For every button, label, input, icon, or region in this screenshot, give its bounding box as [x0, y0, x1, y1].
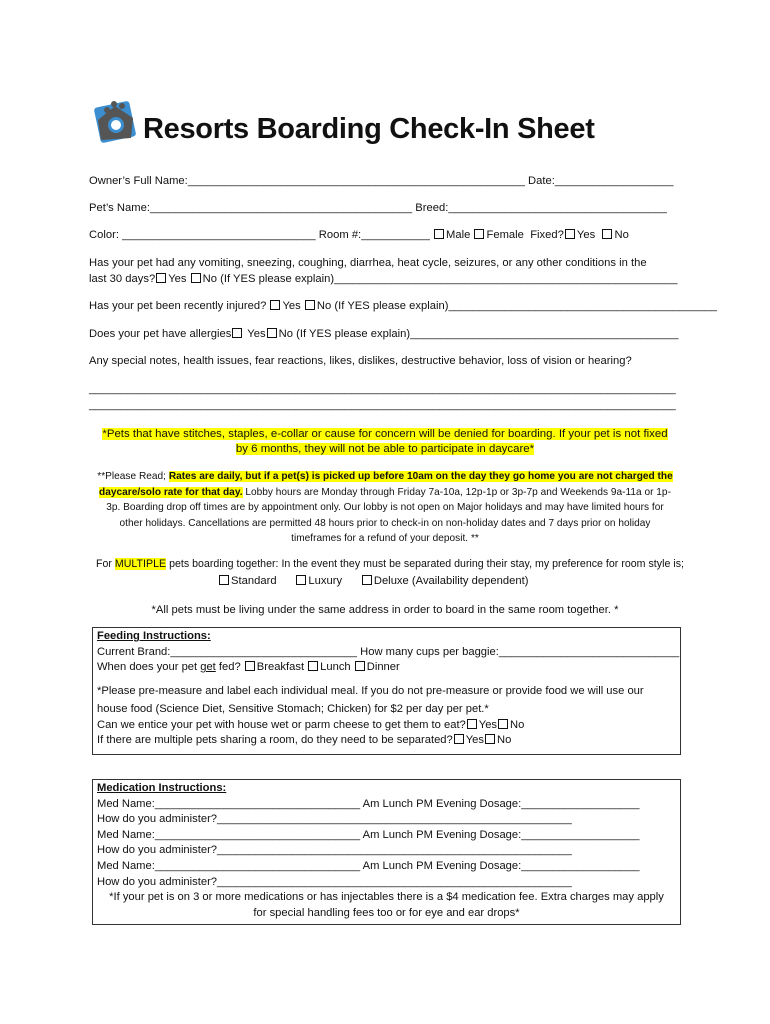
rates-policy — [80, 469, 690, 547]
fixed-yes-checkbox[interactable] — [565, 229, 575, 239]
male-checkbox[interactable] — [434, 229, 444, 239]
room-style-options — [218, 574, 529, 589]
color-field[interactable]: _______________________________ — [122, 229, 316, 241]
dosage-label: Am Lunch PM Evening Dosage: — [362, 828, 522, 841]
female-checkbox[interactable] — [474, 229, 484, 239]
breed-label: Breed: — [415, 202, 449, 214]
health-q1-tail: last 30 days? — [89, 273, 156, 285]
pet-row — [89, 201, 667, 216]
female-label: Female — [486, 229, 524, 241]
admin-label: How do you administer? — [97, 813, 218, 826]
paw-house-logo-icon — [93, 98, 139, 144]
cups-label: How many cups per baggie: — [360, 645, 499, 658]
rates-bold-2: daycare/solo rate for that day. — [99, 486, 243, 498]
brand-label: Current Brand: — [97, 645, 171, 658]
pet-name-label: Pet’s Name: — [89, 202, 150, 214]
fixed-label: Fixed? — [530, 229, 564, 241]
separated-label: If there are multiple pets sharing a room, do they need to be separated? — [97, 734, 453, 747]
luxury-label: Luxury — [308, 575, 343, 587]
same-address-note: *All pets must be living under the same address in order to board in the same room together. * — [151, 604, 619, 616]
q2-no-checkbox[interactable] — [305, 300, 315, 310]
q2-explain-field[interactable]: ___________________________________________ — [448, 300, 717, 312]
lunch-checkbox[interactable] — [308, 661, 318, 671]
admin-row-1 — [97, 812, 680, 828]
room-label: Room #: — [318, 229, 362, 241]
notes-field-line-1[interactable]: ______________________________________________________________________________________________ — [89, 383, 676, 395]
medication-instructions-box — [92, 779, 681, 925]
multiple-prefix: For — [96, 558, 112, 570]
color-label: Color: — [89, 229, 119, 241]
brand-field[interactable]: ______________________________ — [170, 645, 358, 658]
rates-line-3: 3p. Boarding drop off times are by appointment only. Our lobby is not open on Major holidays and may have limited hours for — [106, 502, 664, 514]
admin-label: How do you administer? — [97, 875, 218, 888]
lunch-label: Lunch — [320, 661, 351, 674]
med-name-field-1[interactable]: _________________________________ — [154, 797, 361, 810]
dosage-field-3[interactable]: ___________________ — [521, 859, 640, 872]
pet-name-field[interactable]: __________________________________________ — [149, 202, 413, 214]
medication-note-1: *If your pet is on 3 or more medications or has injectables there is a $4 medication fee. Extra charges may apply — [109, 891, 664, 904]
q3-explain-field[interactable]: ___________________________________________ — [410, 328, 679, 340]
separated-row — [97, 733, 680, 749]
med-row-1 — [97, 797, 680, 813]
breakfast-label: Breakfast — [256, 661, 305, 674]
dosage-field-2[interactable]: ___________________ — [521, 828, 640, 841]
dosage-label: Am Lunch PM Evening Dosage: — [362, 859, 522, 872]
med-name-field-3[interactable]: _________________________________ — [154, 859, 361, 872]
separated-no-label: No — [496, 734, 512, 747]
q3-no-checkbox[interactable] — [267, 328, 277, 338]
dosage-label: Am Lunch PM Evening Dosage: — [362, 797, 522, 810]
med-row-2 — [97, 828, 680, 844]
admin-label: How do you administer? — [97, 844, 218, 857]
health-question-1: Has your pet had any vomiting, sneezing, coughing, diarrhea, heat cycle, seizures, or any other conditions in the — [89, 257, 647, 269]
standard-checkbox[interactable] — [219, 575, 229, 585]
deluxe-label: Deluxe (Availability dependent) — [373, 575, 529, 587]
health-question-2 — [89, 299, 717, 314]
med-name-label: Med Name: — [97, 797, 155, 810]
owner-name-field[interactable]: ______________________________________________________ — [187, 175, 525, 187]
admin-field-3[interactable]: _________________________________________________________ — [217, 875, 572, 888]
page-title: Resorts Boarding Check-In Sheet — [143, 113, 595, 145]
health-question-3 — [89, 327, 679, 342]
cups-field[interactable]: _____________________________ — [498, 645, 680, 658]
dinner-label: Dinner — [366, 661, 400, 674]
q1-yes-checkbox[interactable] — [156, 273, 166, 283]
entice-label: Can we entice your pet with house wet or parm cheese to get them to eat? — [97, 718, 466, 731]
stitches-notice — [90, 427, 680, 457]
med-name-label: Med Name: — [97, 828, 155, 841]
admin-row-2 — [97, 843, 680, 859]
color-row — [89, 228, 629, 243]
rates-line-5: timeframes for a refund of your deposit. ** — [291, 533, 479, 545]
entice-yes-checkbox[interactable] — [467, 719, 477, 729]
medication-heading: Medication Instructions: — [97, 782, 227, 794]
dosage-field-1[interactable]: ___________________ — [521, 797, 640, 810]
male-label: Male — [446, 229, 471, 241]
fixed-yes-label: Yes — [576, 229, 596, 241]
when-label-get: get — [200, 661, 216, 674]
separated-yes-label: Yes — [465, 734, 484, 747]
breakfast-checkbox[interactable] — [245, 661, 255, 671]
med-row-3 — [97, 859, 680, 875]
rates-hours: Lobby hours are Monday through Friday 7a-10a, 12p-1p or 3p-7p and Weekends 9a-11a or 1p- — [245, 486, 671, 498]
deluxe-checkbox[interactable] — [362, 575, 372, 585]
rates-prefix: **Please Read; — [97, 471, 166, 482]
q1-yes-label: Yes — [168, 273, 187, 285]
entice-no-label: No — [510, 718, 525, 731]
entice-row — [97, 718, 680, 734]
q2-yes-checkbox[interactable] — [270, 300, 280, 310]
q1-explain-field[interactable]: _______________________________________________________ — [334, 273, 678, 285]
q3-yes-label: Yes — [247, 328, 266, 340]
fixed-no-label: No — [614, 229, 629, 241]
separated-yes-checkbox[interactable] — [454, 734, 464, 744]
feeding-heading: Feeding Instructions: — [97, 630, 211, 642]
date-field[interactable]: ___________________ — [554, 175, 674, 187]
luxury-checkbox[interactable] — [296, 575, 306, 585]
q2-label: Has your pet been recently injured? — [89, 300, 267, 312]
feeding-note-1: *Please pre-measure and label each individual meal. If you do not pre-measure or provide food we will use our — [97, 684, 644, 697]
admin-field-1[interactable]: _________________________________________________________ — [217, 813, 572, 826]
fixed-no-checkbox[interactable] — [602, 229, 612, 239]
date-label: Date: — [528, 175, 555, 187]
rates-bold-1: Rates are daily, but if a pet(s) is picked up before 10am on the day they go home you are not charged the — [168, 471, 673, 482]
q2-no-label: No (If YES please explain) — [316, 300, 449, 312]
rates-line-4: other holidays. Cancellations are permitted 48 hours prior to check-in on non-holiday dates and 7 days prior on holiday — [119, 517, 651, 529]
breed-field[interactable]: ___________________________________ — [448, 202, 667, 214]
q3-label: Does your pet have allergies — [89, 328, 232, 340]
owner-name-label: Owner’s Full Name: — [89, 175, 188, 187]
multiple-pets-row — [96, 557, 684, 572]
admin-row-3 — [97, 875, 680, 891]
feeding-instructions-box — [92, 627, 681, 755]
notice-line-2: by 6 months, they will not be able to participate in daycare* — [235, 443, 535, 455]
notes-field-line-2[interactable]: ______________________________________________________________________________________________ — [89, 399, 676, 411]
q3-no-label: No (If YES please explain) — [278, 328, 411, 340]
q1-no-checkbox[interactable] — [191, 273, 201, 283]
med-name-field-2[interactable]: _________________________________ — [154, 828, 361, 841]
room-field[interactable]: ___________ — [361, 229, 430, 241]
multiple-text: pets boarding together: In the event they must be separated during their stay, my preference for room style is; — [169, 558, 684, 570]
multiple-highlight: MULTIPLE — [114, 558, 167, 570]
when-label-end: fed? — [218, 661, 241, 674]
q3-yes-checkbox[interactable] — [232, 328, 242, 338]
entice-yes-label: Yes — [478, 718, 498, 731]
medication-note-2: for special handling fees too or for eye and ear drops* — [253, 906, 520, 919]
entice-no-checkbox[interactable] — [498, 719, 508, 729]
med-name-label: Med Name: — [97, 859, 155, 872]
feeding-brand-row — [97, 645, 680, 661]
notice-line-1: *Pets that have stitches, staples, e-collar or cause for concern will be denied for boarding. If your pet is not fixed — [102, 428, 668, 440]
feeding-time-row — [97, 660, 680, 676]
admin-field-2[interactable]: _________________________________________________________ — [217, 844, 572, 857]
q2-yes-label: Yes — [282, 300, 301, 312]
when-label-start: When does your pet — [97, 661, 198, 674]
q1-no-label: No (If YES please explain) — [202, 273, 335, 285]
standard-label: Standard — [231, 575, 277, 587]
feeding-note-2: house food (Science Diet, Sensitive Stomach; Chicken) for $2 per day per pet.* — [97, 702, 489, 715]
health-question-1-answer — [89, 272, 677, 287]
separated-no-checkbox[interactable] — [485, 734, 495, 744]
health-question-4: Any special notes, health issues, fear reactions, likes, dislikes, destructive behavior, loss of vision or hearing? — [89, 355, 632, 367]
dinner-checkbox[interactable] — [355, 661, 365, 671]
owner-row — [89, 174, 673, 189]
